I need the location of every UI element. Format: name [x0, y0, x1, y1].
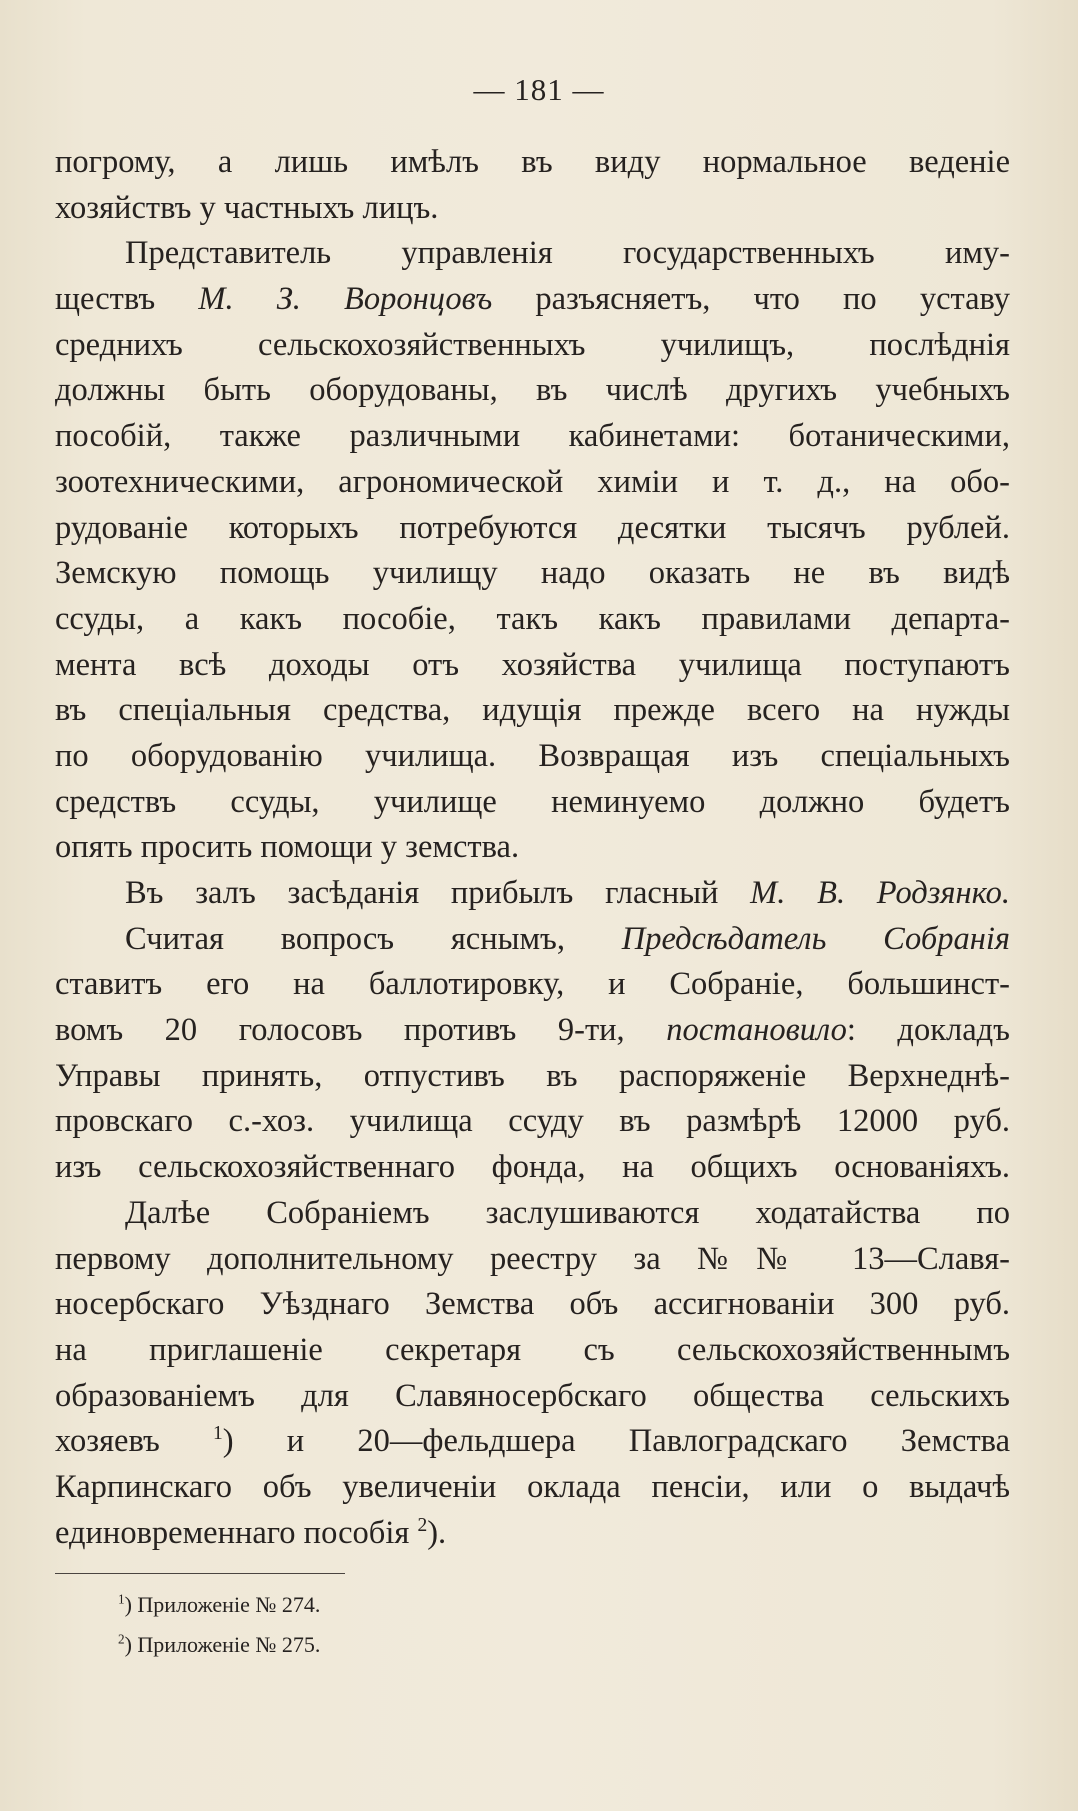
text-line: провскаго с.-хоз. училища ссуду въ размѣрѣ 12000 руб.: [55, 1103, 1010, 1140]
italic-name: М. З. Воронцовъ: [198, 281, 493, 318]
text-line: Представитель управленія государственныхъ иму-: [125, 235, 1010, 272]
footnote-item: $^2$) Приложеніе № 275.: [118, 1631, 321, 1657]
text-line: пособій, также различными кабинетами: ботаническими,: [55, 418, 1010, 455]
text-line: образованіемъ для Славяносербскаго общества сельскихъ: [55, 1377, 1010, 1414]
text-line: мента всѣ доходы отъ хозяйства училища поступаютъ: [55, 646, 1010, 683]
text-line: въ спеціальныя средства, идущія прежде всего на нужды: [55, 692, 1010, 729]
italic-name: постановило: [666, 1012, 847, 1049]
text-line: должны быть оборудованы, въ числѣ другихъ учебныхъ: [55, 372, 1010, 409]
text-line: носербскаго Уѣзднаго Земства объ ассигнованіи 300 руб.: [55, 1286, 1010, 1323]
page-number: — 181 —: [473, 72, 605, 107]
text-line: на приглашеніе секретаря съ сельскохозяйственнымъ: [55, 1331, 1010, 1368]
text-line: по оборудованію училища. Возвращая изъ спеціальныхъ: [55, 737, 1010, 774]
text-line: хозяйствъ у частныхъ лицъ.: [55, 189, 439, 226]
footnote-ref: 1: [213, 1423, 223, 1445]
text-line: погрому, а лишь имѣлъ въ виду нормальное веденіе: [55, 144, 1010, 180]
text-line: вомъ 20 голосовъ противъ 9-ти, постановило: докладъ: [55, 1012, 1010, 1049]
italic-name: М. В. Родзянко.: [750, 875, 1010, 911]
text-line: Карпинскаго объ увеличеніи оклада пенсіи, или о выдачѣ: [55, 1468, 1010, 1505]
text-line: опять просить помощи у земства.: [55, 829, 520, 866]
footnote-divider: [55, 1573, 345, 1574]
text-line: единовременнаго пособія $^2$).: [55, 1514, 447, 1551]
footnotes: [118, 1585, 320, 1665]
text-line: ставитъ его на баллотировку, и Собраніе, большинст-: [55, 966, 1010, 1003]
text-line: первому дополнительному реестру за №№ 13—Славя-: [55, 1240, 1010, 1277]
text-line: Земскую помощь училищу надо оказать не въ видѣ: [55, 555, 1010, 592]
text-line: средствъ ссуды, училище неминуемо должно будетъ: [55, 783, 1010, 820]
text-line: Далѣе Собраніемъ заслушиваются ходатайства по: [125, 1194, 1010, 1231]
text-line: зоотехническими, агрономической химіи и т. д., на обо-: [55, 463, 1010, 500]
text-line: рудованіе которыхъ потребуются десятки тысячъ рублей.: [55, 509, 1010, 546]
body-text: [55, 140, 1010, 1556]
italic-name: Предсѣдатель Собранія: [621, 920, 1010, 957]
footnote-item: $^1$) Приложеніе № 274.: [118, 1591, 321, 1617]
text-line: хозяевъ $^1$) и 20—фельдшера Павлоградскаго Земства: [55, 1423, 1010, 1460]
text-line: изъ сельскохозяйственнаго фонда, на общихъ основаніяхъ.: [55, 1149, 1010, 1186]
footnote-ref: 2: [417, 1514, 428, 1536]
text-line: ссуды, а какъ пособіе, такъ какъ правилами департа-: [55, 600, 1010, 637]
text-line: Управы принять, отпустивъ въ распоряженіе Верхнеднѣ-: [55, 1057, 1010, 1094]
text-line: ществъ М. З. Воронцовъ разъясняетъ, что по уставу: [55, 281, 1011, 318]
text-line: среднихъ сельскохозяйственныхъ училищъ, послѣднія: [55, 326, 1010, 363]
text-line: Въ залъ засѣданія прибылъ гласный М. В. Родзянко.: [125, 875, 1010, 911]
text-line: Считая вопросъ яснымъ, Предсѣдатель Собранія: [125, 920, 1010, 957]
